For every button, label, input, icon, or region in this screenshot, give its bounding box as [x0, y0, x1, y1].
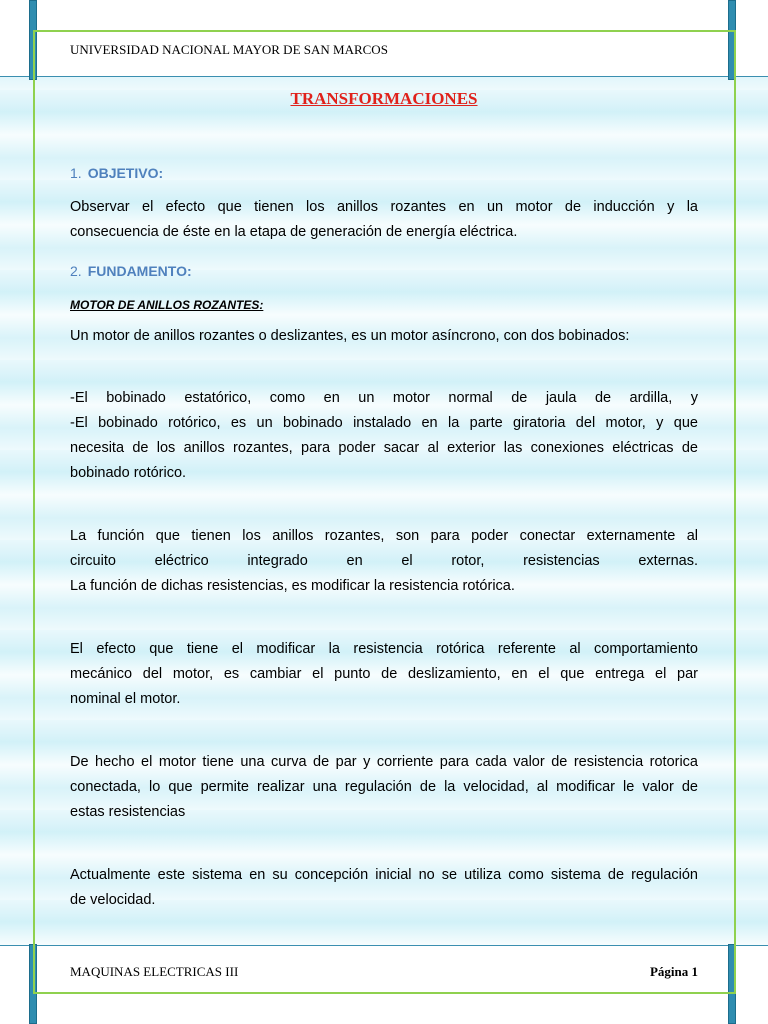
paragraph-line: Un motor de anillos rozantes o deslizantes, es un motor asíncrono, con dos bobinados: [70, 328, 630, 344]
paragraph-line: De hecho el motor tiene una curva de par y corriente para cada valor de resistencia rotorica [70, 754, 698, 770]
paragraph-line: consecuencia de éste en la etapa de generación de energía eléctrica. [70, 224, 518, 240]
paragraph-2 [70, 386, 698, 486]
objective-paragraph [70, 195, 698, 245]
paragraph-line: necesita de los anillos rozantes, para poder sacar al exterior las conexiones eléctricas de [70, 440, 698, 456]
paragraph-line: La función de dichas resistencias, es modificar la resistencia rotórica. [70, 578, 515, 594]
footer-course: MAQUINAS ELECTRICAS III [70, 964, 239, 979]
footer-page-number: Página 1 [649, 964, 698, 979]
section-fundamento-heading [70, 263, 192, 279]
paragraph-line: -El bobinado estatórico, como en un motor normal de jaula de ardilla, y [70, 390, 698, 406]
paragraph-line: Actualmente este sistema en su concepción inicial no se utiliza como sistema de regulación [70, 867, 698, 883]
paragraph-line: estas resistencias [70, 804, 186, 820]
section-number: 2. [70, 263, 82, 279]
section-label: OBJETIVO: [87, 165, 164, 181]
paragraph-line: nominal el motor. [70, 691, 181, 707]
paragraph-line: mecánico del motor, es cambiar el punto de deslizamiento, en el que entrega el par [70, 666, 698, 682]
paragraph-4 [70, 637, 698, 712]
header-university: UNIVERSIDAD NACIONAL MAYOR DE SAN MARCOS [70, 42, 388, 57]
paragraph-line: de velocidad. [70, 892, 156, 908]
paragraph-line: El efecto que tiene el modificar la resistencia rotórica referente al comportamiento [70, 641, 698, 657]
section-label: FUNDAMENTO: [87, 263, 192, 279]
paragraph-3 [70, 524, 698, 599]
section-objetivo-heading [70, 165, 163, 181]
paragraph-5 [70, 750, 698, 825]
paragraph-line: circuito eléctrico integrado en el rotor, resistencias externas. [70, 553, 698, 569]
subheading-motor-anillos: MOTOR DE ANILLOS ROZANTES: [70, 298, 264, 312]
paragraph-line: conectada, lo que permite realizar una regulación de la velocidad, al modificar le valor de [70, 779, 698, 795]
paragraph-6 [70, 863, 698, 913]
paragraph-line: -El bobinado rotórico, es un bobinado instalado en la parte giratoria del motor, y que [70, 415, 698, 431]
page-title: TRANSFORMACIONES [290, 89, 478, 108]
section-number: 1. [70, 165, 82, 181]
paragraph-line: bobinado rotórico. [70, 465, 187, 481]
paragraph-line: La función que tienen los anillos rozantes, son para poder conectar externamente al [70, 528, 698, 544]
paragraph-1 [70, 324, 698, 349]
paragraph-line: Observar el efecto que tienen los anillos rozantes en un motor de inducción y la [70, 199, 698, 215]
